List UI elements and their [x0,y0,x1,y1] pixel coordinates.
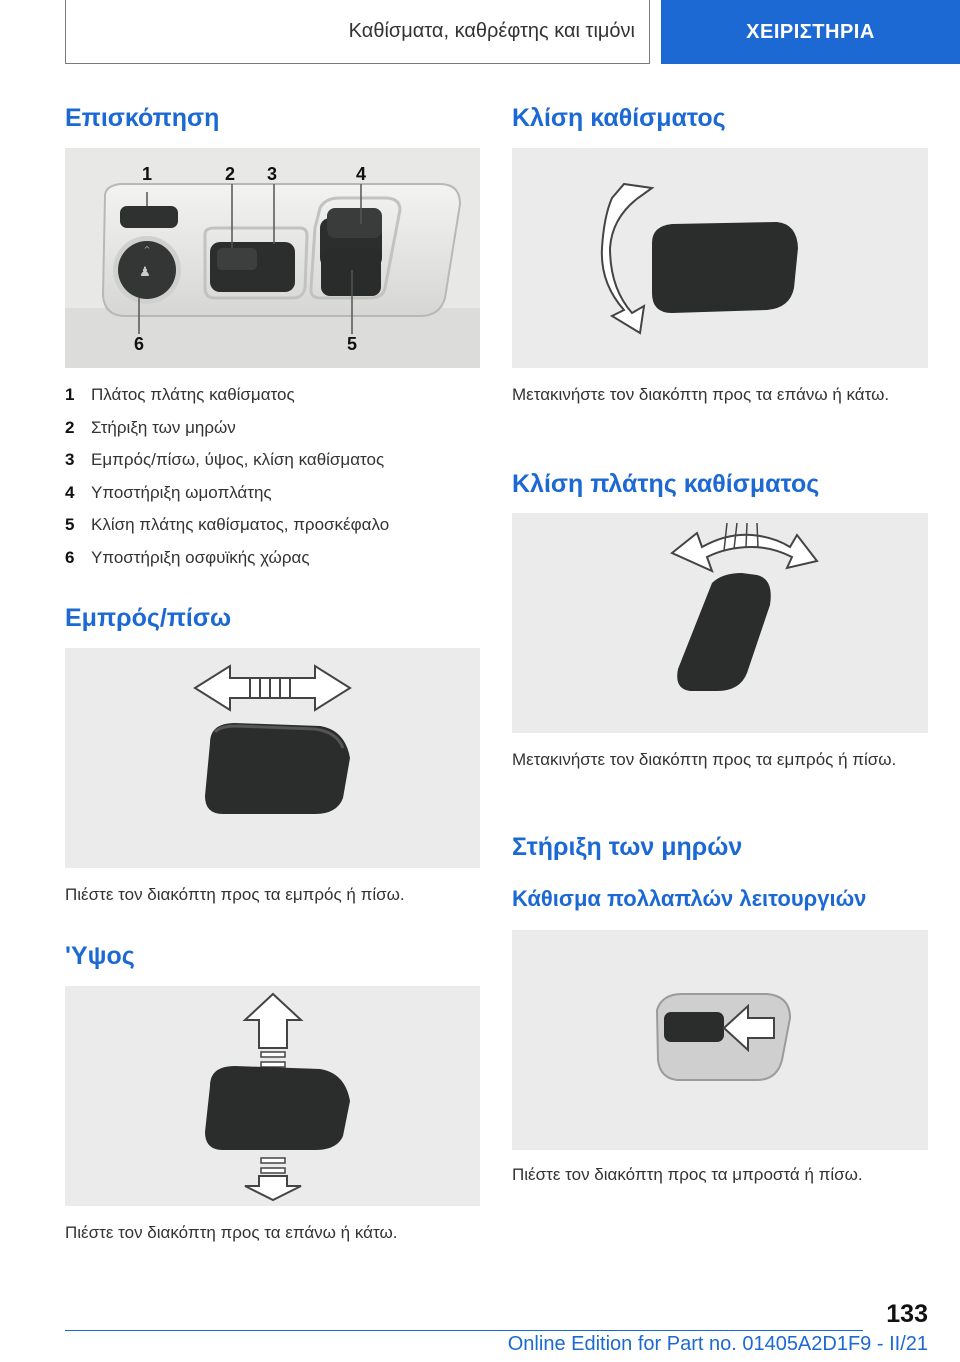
callout-1: 1 [141,164,153,184]
legend-item [65,509,485,542]
legend-item [65,542,485,575]
legend-text: Υποστήριξη ωμοπλάτης [91,482,272,502]
thigh-support-illustration [512,930,928,1150]
legend-item [65,444,485,477]
legend-text: Πλάτος πλάτης καθίσματος [91,385,295,405]
footer-divider [65,1330,863,1331]
seat-tilt-text: Μετακινήστε τον διακόπτη προς τα επάνω ή κάτω. [512,385,890,404]
overview-heading: Επισκόπηση [65,104,220,132]
page-number: 133 [886,1300,928,1328]
overview-legend [65,379,485,574]
fore-aft-text: Πιέστε τον διακόπτη προς τα εμπρός ή πίσω. [65,885,405,904]
backrest-tilt-heading: Κλίση πλάτης καθίσματος [512,470,820,498]
legend-text: Εμπρός/πίσω, ύψος, κλίση καθίσματος [91,450,385,470]
height-illustration [65,986,480,1206]
footer-edition: Online Edition for Part no. 01405A2D1F9 - II/21 [507,1333,928,1355]
seat-tilt-heading: Κλίση καθίσματος [512,104,726,132]
legend-text: Κλίση πλάτης καθίσματος, προσκέφαλο [91,515,390,535]
svg-text:^: ^ [143,245,151,254]
legend-text: Στήριξη των μηρών [91,417,236,437]
legend-number: 3 [65,450,75,470]
height-figure [65,986,480,1206]
callout-6: 6 [133,334,145,354]
fore-aft-heading: Εμπρός/πίσω [65,604,232,632]
chapter-title: Καθίσματα, καθρέφτης και τιμόνι [65,0,650,64]
height-heading: 'Υψος [65,942,135,970]
fore-aft-illustration [65,648,480,868]
legend-number: 5 [65,515,75,535]
callout-5: 5 [346,334,358,354]
legend-number: 6 [65,547,75,567]
seat-tilt-figure [512,148,928,368]
section-tab[interactable]: ΧΕΙΡΙΣΤΗΡΙΑ [661,0,960,64]
legend-text: Υποστήριξη οσφυϊκής χώρας [91,547,310,567]
thigh-support-text: Πιέστε τον διακόπτη προς τα μπροστά ή πίσω. [512,1165,863,1184]
legend-item [65,412,485,445]
seat-tilt-illustration [512,148,928,368]
legend-number: 2 [65,417,75,437]
seat-control-panel-illustration [65,148,480,368]
multifunction-seat-subheading: Κάθισμα πολλαπλών λειτουργιών [512,886,867,911]
legend-item [65,477,485,510]
thigh-support-heading: Στήριξη των μηρών [512,833,743,861]
backrest-tilt-text: Μετακινήστε τον διακόπτη προς τα εμπρός ή πίσω. [512,750,897,769]
fore-aft-figure [65,648,480,868]
legend-number: 1 [65,385,75,405]
thigh-support-figure [512,930,928,1150]
legend-item [65,379,485,412]
svg-text:♟: ♟ [139,265,151,280]
backrest-tilt-illustration [512,513,928,733]
callout-4: 4 [355,164,367,184]
legend-number: 4 [65,482,75,502]
backrest-tilt-figure [512,513,928,733]
height-text: Πιέστε τον διακόπτη προς τα επάνω ή κάτω. [65,1223,398,1242]
callout-3: 3 [266,164,278,184]
overview-figure [65,148,480,368]
callout-2: 2 [224,164,236,184]
